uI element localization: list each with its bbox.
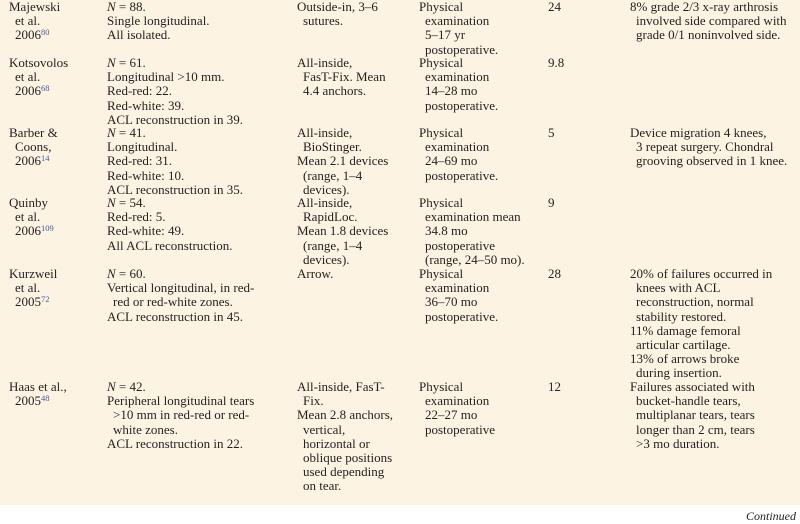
cell-text: 2006 xyxy=(15,27,41,43)
cell-line xyxy=(630,267,772,281)
cell-line xyxy=(630,352,772,366)
cell-text: Outside-in, 3–6 xyxy=(297,0,378,14)
cell-line xyxy=(419,28,498,42)
cell-line xyxy=(419,0,498,14)
cell-line xyxy=(9,28,60,42)
cell-line xyxy=(630,324,772,338)
cell-line xyxy=(297,154,388,168)
failure-rate-cell xyxy=(548,56,564,70)
cell-line xyxy=(419,408,495,422)
cell-line xyxy=(630,423,755,437)
cell-line xyxy=(9,394,67,408)
cell-line xyxy=(107,437,254,451)
cell-line xyxy=(107,267,254,281)
cell-line xyxy=(419,423,495,437)
cell-line xyxy=(419,239,525,253)
cell-line xyxy=(419,295,498,309)
cell-text: 9.8 xyxy=(548,55,565,70)
cell-text: All-inside, xyxy=(297,125,353,140)
cell-text: N = 61. xyxy=(107,55,146,70)
cell-line xyxy=(297,267,333,281)
cell-line xyxy=(548,267,561,281)
author-cell xyxy=(9,56,68,99)
cell-text: oblique positions xyxy=(303,450,393,466)
cell-text: during insertion. xyxy=(636,365,722,381)
reference-link[interactable]: 72 xyxy=(41,294,50,305)
cell-line xyxy=(548,196,555,210)
patients-cell xyxy=(107,380,254,451)
evaluation-cell xyxy=(419,56,498,113)
cell-text: horizontal or xyxy=(303,435,370,451)
cell-line xyxy=(9,380,67,394)
cell-line xyxy=(9,267,57,281)
cell-line xyxy=(548,0,561,14)
cell-line xyxy=(107,310,254,324)
cell-text: Mean 2.1 devices xyxy=(297,153,389,169)
cell-line xyxy=(107,196,233,210)
technique-cell xyxy=(297,196,388,267)
cell-line xyxy=(297,169,388,183)
cell-text: N = 42. xyxy=(107,379,146,394)
cell-text: BioStinger. xyxy=(303,139,362,155)
cell-line xyxy=(630,28,787,42)
evaluation-cell xyxy=(419,0,498,57)
cell-line xyxy=(107,169,243,183)
cell-text: Single longitudinal. xyxy=(107,13,210,29)
cell-line xyxy=(419,253,525,267)
cell-text: Physical xyxy=(419,125,464,140)
cell-line xyxy=(548,380,561,394)
failure-rate-cell xyxy=(548,0,561,14)
cell-text: ACL reconstruction in 39. xyxy=(107,111,243,127)
author-cell xyxy=(9,0,60,43)
cell-line xyxy=(9,84,68,98)
technique-cell xyxy=(297,267,333,281)
cell-text: Mean 1.8 devices xyxy=(297,223,389,239)
comments-cell xyxy=(630,0,787,43)
cell-text: Quinby xyxy=(9,195,48,210)
cell-line xyxy=(548,126,555,140)
cell-text: devices). xyxy=(303,181,350,197)
cell-line xyxy=(630,437,755,451)
cell-text: FasT-Fix. Mean xyxy=(303,69,386,85)
cell-text: red or red-white zones. xyxy=(113,294,233,310)
cell-text: postoperative. xyxy=(425,41,499,57)
cell-line xyxy=(297,126,388,140)
cell-line xyxy=(297,224,388,238)
cell-line xyxy=(297,56,386,70)
cell-line xyxy=(107,380,254,394)
cell-line xyxy=(419,169,498,183)
evaluation-cell xyxy=(419,126,498,183)
cell-text: Kotsovolos xyxy=(9,55,69,70)
cell-line xyxy=(107,408,254,422)
cell-line xyxy=(297,380,393,394)
cell-text: 2006 xyxy=(15,83,41,99)
cell-text: et al. xyxy=(15,69,41,85)
cell-line xyxy=(419,56,498,70)
cell-text: Peripheral longitudinal tears xyxy=(107,393,255,409)
cell-text: 11% damage femoral xyxy=(630,322,741,338)
cell-text: 2006 xyxy=(15,153,41,169)
cell-line xyxy=(419,210,525,224)
cell-line xyxy=(107,210,233,224)
cell-text: N = 41. xyxy=(107,125,146,140)
cell-text: ACL reconstruction in 22. xyxy=(107,435,243,451)
cell-text: Red-white: 39. xyxy=(107,97,185,113)
author-cell xyxy=(9,196,54,239)
cell-text: examination xyxy=(425,139,490,155)
cell-line xyxy=(107,0,210,14)
cell-text: et al. xyxy=(15,209,41,225)
cell-text: bucket-handle tears, xyxy=(636,393,741,409)
cell-line xyxy=(297,210,388,224)
cell-line xyxy=(297,394,393,408)
cell-line xyxy=(297,84,386,98)
technique-cell xyxy=(297,126,388,197)
cell-line xyxy=(630,380,755,394)
reference-link[interactable]: 80 xyxy=(41,27,50,38)
cell-text: Kurzweil xyxy=(9,266,58,281)
cell-line xyxy=(9,295,57,309)
cell-text: examination mean xyxy=(425,209,521,225)
cell-text: 24–69 mo xyxy=(425,153,478,169)
comments-cell xyxy=(630,267,772,381)
cell-text: reconstruction, normal xyxy=(636,294,754,310)
cell-text: >3 mo duration. xyxy=(636,435,720,451)
cell-text: et al. xyxy=(15,280,41,296)
cell-text: 4.4 anchors. xyxy=(303,83,367,99)
cell-text: articular cartilage. xyxy=(636,337,731,353)
cell-text: postoperative xyxy=(425,237,496,253)
cell-text: Device migration 4 knees, xyxy=(630,125,767,140)
cell-text: postoperative xyxy=(425,421,496,437)
cell-line xyxy=(107,423,254,437)
cell-text: Mean 2.8 anchors, xyxy=(297,407,394,423)
cell-text: 24 xyxy=(548,0,561,14)
failure-rate-cell xyxy=(548,126,555,140)
cell-line xyxy=(630,310,772,324)
cell-text: used depending xyxy=(303,464,385,480)
author-cell xyxy=(9,267,57,310)
cell-text: Red-red: 22. xyxy=(107,83,172,99)
cell-text: examination xyxy=(425,13,490,29)
cell-line xyxy=(419,14,498,28)
cell-text: Physical xyxy=(419,0,464,14)
cell-text: multiplanar tears, tears xyxy=(636,407,755,423)
comments-cell xyxy=(630,126,787,169)
cell-text: RapidLoc. xyxy=(303,209,358,225)
cell-text: N = 88. xyxy=(107,0,146,14)
cell-line xyxy=(419,380,495,394)
cell-text: (range, 1–4 xyxy=(303,167,363,183)
cell-line xyxy=(107,239,233,253)
cell-text: 14–28 mo xyxy=(425,83,478,99)
cell-line xyxy=(630,154,787,168)
cell-line xyxy=(107,56,243,70)
cell-text: All isolated. xyxy=(107,27,171,43)
failure-rate-cell xyxy=(548,267,561,281)
cell-text: grooving observed in 1 knee. xyxy=(636,153,788,169)
cell-line xyxy=(9,140,58,154)
technique-cell xyxy=(297,0,378,28)
cell-text: ACL reconstruction in 45. xyxy=(107,308,243,324)
cell-line xyxy=(419,154,498,168)
cell-line xyxy=(630,14,787,28)
cell-text: white zones. xyxy=(113,421,178,437)
cell-text: 5 xyxy=(548,125,555,140)
evaluation-cell xyxy=(419,267,498,324)
cell-line xyxy=(297,196,388,210)
cell-line xyxy=(297,451,393,465)
technique-cell xyxy=(297,380,393,494)
cell-line xyxy=(107,295,254,309)
cell-text: Physical xyxy=(419,266,464,281)
evaluation-cell xyxy=(419,196,525,267)
cell-text: 12 xyxy=(548,379,561,394)
cell-text: >10 mm in red-red or red- xyxy=(113,407,250,423)
cell-line xyxy=(630,394,755,408)
cell-text: 2005 xyxy=(15,393,41,409)
cell-text: 2005 xyxy=(15,294,41,310)
cell-line xyxy=(419,99,498,113)
cell-line xyxy=(297,140,388,154)
cell-text: Longitudinal >10 mm. xyxy=(107,69,225,85)
cell-text: sutures. xyxy=(303,13,344,29)
cell-text: 5–17 yr xyxy=(425,27,466,43)
cell-text: longer than 2 cm, tears xyxy=(636,421,755,437)
cell-line xyxy=(419,267,498,281)
cell-text: Failures associated with xyxy=(630,379,755,394)
cell-line xyxy=(419,310,498,324)
cell-text: examination xyxy=(425,393,490,409)
cell-line xyxy=(297,408,393,422)
author-cell xyxy=(9,380,67,408)
cell-text: Arrow. xyxy=(297,266,334,281)
cell-line xyxy=(419,126,498,140)
cell-line xyxy=(630,408,755,422)
cell-text: Barber & xyxy=(9,125,58,140)
cell-line xyxy=(630,281,772,295)
cell-text: involved side compared with xyxy=(636,13,787,29)
cell-text: examination xyxy=(425,69,490,85)
cell-text: Vertical longitudinal, in red- xyxy=(107,280,255,296)
cell-text: All-inside, xyxy=(297,195,353,210)
cell-line xyxy=(548,56,564,70)
evaluation-cell xyxy=(419,380,495,437)
cell-line xyxy=(297,479,393,493)
cell-text: stability restored. xyxy=(636,308,727,324)
patients-cell xyxy=(107,0,210,43)
cell-line xyxy=(297,423,393,437)
cell-text: devices). xyxy=(303,251,350,267)
cell-text: Longitudinal. xyxy=(107,139,178,155)
cell-text: et al. xyxy=(15,13,41,29)
cell-line xyxy=(9,224,54,238)
cell-line xyxy=(107,140,243,154)
cell-line xyxy=(419,140,498,154)
cell-text: 2006 xyxy=(15,223,41,239)
cell-line xyxy=(107,154,243,168)
cell-line xyxy=(419,196,525,210)
cell-line xyxy=(630,140,787,154)
cell-line xyxy=(297,239,388,253)
cell-line xyxy=(107,99,243,113)
cell-line xyxy=(9,0,60,14)
reference-link[interactable]: 68 xyxy=(41,83,50,94)
cell-line xyxy=(107,84,243,98)
cell-line xyxy=(107,126,243,140)
failure-rate-cell xyxy=(548,380,561,394)
cell-line xyxy=(107,28,210,42)
cell-line xyxy=(9,14,60,28)
cell-line xyxy=(630,126,787,140)
cell-text: Coons, xyxy=(15,139,52,155)
cell-line xyxy=(630,295,772,309)
cell-text: Red-white: 10. xyxy=(107,167,185,183)
cell-line xyxy=(297,0,378,14)
cell-line xyxy=(297,14,378,28)
cell-text: postoperative. xyxy=(425,308,499,324)
reference-link[interactable]: 14 xyxy=(41,153,50,164)
patients-cell xyxy=(107,126,243,197)
cell-line xyxy=(107,14,210,28)
cell-text: Physical xyxy=(419,379,464,394)
cell-line xyxy=(107,394,254,408)
cell-line xyxy=(9,56,68,70)
patients-cell xyxy=(107,196,233,253)
cell-line xyxy=(419,281,498,295)
cell-text: Physical xyxy=(419,195,464,210)
cell-line xyxy=(297,70,386,84)
cell-text: 8% grade 2/3 x-ray arthrosis xyxy=(630,0,779,14)
cell-line xyxy=(630,0,787,14)
cell-text: Red-red: 31. xyxy=(107,153,172,169)
cell-text: on tear. xyxy=(303,478,342,494)
reference-link[interactable]: 109 xyxy=(41,223,54,234)
cell-line xyxy=(419,224,525,238)
cell-line xyxy=(9,126,58,140)
cell-text: grade 0/1 noninvolved side. xyxy=(636,27,781,43)
cell-text: ACL reconstruction in 35. xyxy=(107,181,243,197)
cell-text: 9 xyxy=(548,195,555,210)
cell-line xyxy=(107,70,243,84)
cell-line xyxy=(630,338,772,352)
cell-text: 22–27 mo xyxy=(425,407,478,423)
cell-text: examination xyxy=(425,280,490,296)
cell-text: (range, 24–50 mo). xyxy=(425,251,525,267)
cell-text: 20% of failures occurred in xyxy=(630,266,773,281)
cell-text: Majewski xyxy=(9,0,61,14)
cell-text: All-inside, FasT- xyxy=(297,379,385,394)
cell-line xyxy=(297,437,393,451)
cell-line xyxy=(9,70,68,84)
cell-text: (range, 1–4 xyxy=(303,237,363,253)
cell-line xyxy=(297,253,388,267)
cell-line xyxy=(9,154,58,168)
cell-text: Haas et al., xyxy=(9,379,67,394)
patients-cell xyxy=(107,56,243,127)
cell-line xyxy=(297,465,393,479)
cell-text: knees with ACL xyxy=(636,280,721,296)
failure-rate-cell xyxy=(548,196,555,210)
cell-line xyxy=(107,281,254,295)
cell-line xyxy=(107,224,233,238)
reference-link[interactable]: 48 xyxy=(41,393,50,404)
cell-text: vertical, xyxy=(303,421,346,437)
cell-line xyxy=(419,84,498,98)
cell-text: 36–70 mo xyxy=(425,294,478,310)
cell-text: All ACL reconstruction. xyxy=(107,237,233,253)
cell-text: postoperative. xyxy=(425,97,499,113)
cell-text: N = 60. xyxy=(107,266,146,281)
cell-text: 3 repeat surgery. Chondral xyxy=(636,139,774,155)
cell-text: 34.8 mo xyxy=(425,223,468,239)
cell-line xyxy=(419,70,498,84)
continued-label: Continued xyxy=(746,509,796,523)
cell-line xyxy=(9,196,54,210)
cell-text: 13% of arrows broke xyxy=(630,351,740,367)
cell-text: postoperative. xyxy=(425,167,499,183)
cell-text: Physical xyxy=(419,55,464,70)
patients-cell xyxy=(107,267,254,324)
author-cell xyxy=(9,126,58,169)
technique-cell xyxy=(297,56,386,99)
cell-text: Red-red: 5. xyxy=(107,209,166,225)
cell-line xyxy=(9,281,57,295)
cell-text: Red-white: 49. xyxy=(107,223,185,239)
cell-line xyxy=(419,394,495,408)
comments-cell xyxy=(630,380,755,451)
cell-text: 28 xyxy=(548,266,561,281)
cell-text: Fix. xyxy=(303,393,324,409)
cell-text: All-inside, xyxy=(297,55,353,70)
cell-text: N = 54. xyxy=(107,195,146,210)
